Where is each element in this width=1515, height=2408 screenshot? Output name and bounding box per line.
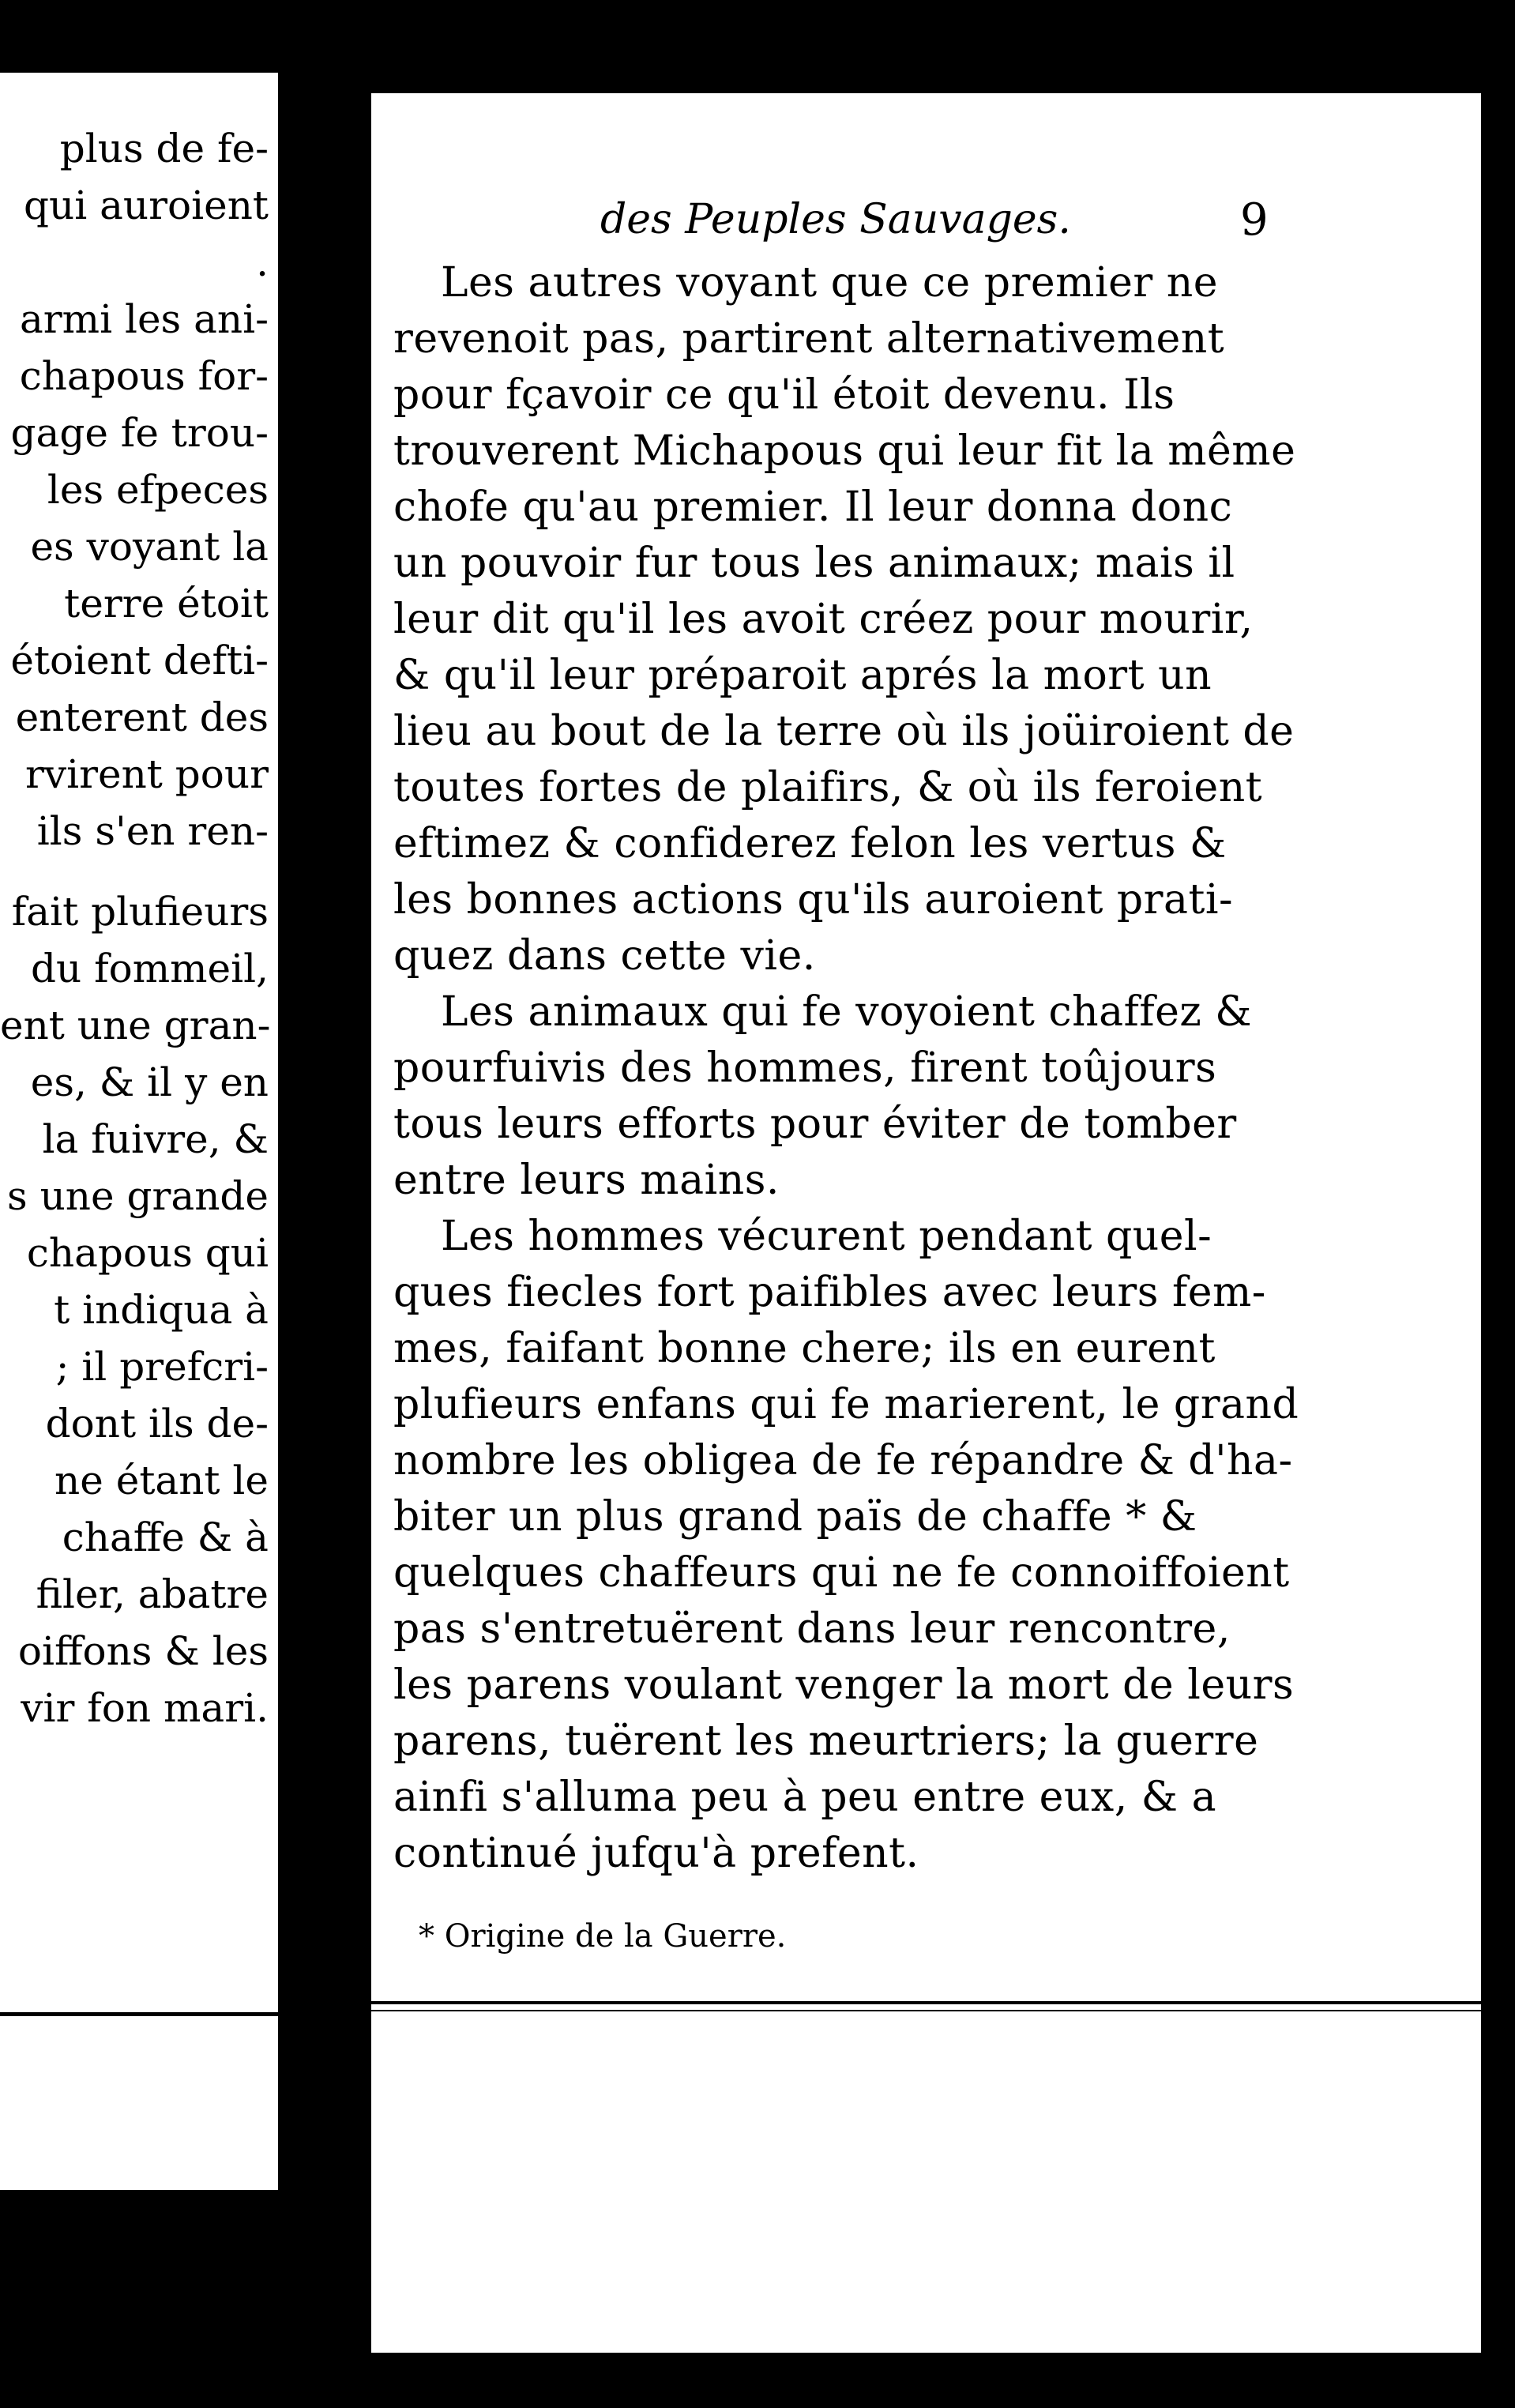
left-page-line: ent une gran- — [0, 1003, 271, 1048]
text-line: pas s'entretuërent dans leur rencontre, — [393, 1605, 1231, 1653]
left-page-rule — [0, 2012, 278, 2016]
left-page-line: s une grande — [7, 1173, 269, 1219]
left-page-line: ils s'en ren- — [36, 808, 269, 854]
paragraph — [393, 255, 1333, 984]
left-page-line: la fuivre, & — [42, 1116, 269, 1162]
body-text — [393, 255, 1333, 1882]
text-line: plufieurs enfans qui fe marierent, le grand — [393, 1381, 1299, 1428]
left-page-line: chaffe & à — [62, 1514, 269, 1560]
left-page-text — [0, 120, 278, 1736]
left-page-line: oiffons & les — [17, 1628, 269, 1674]
left-page — [0, 73, 278, 2190]
text-line: eftimez & confiderez felon les vertus & — [393, 820, 1227, 867]
text-line: mes, faifant bonne chere; ils en eurent — [393, 1325, 1216, 1372]
paragraph — [393, 984, 1333, 1209]
right-page — [371, 93, 1481, 2353]
footnote: * Origine de la Guerre. — [419, 1918, 787, 1955]
text-line: leur dit qu'il les avoit créez pour mourir, — [393, 596, 1254, 643]
text-line: parens, tuërent les meurtriers; la guerre — [393, 1718, 1259, 1765]
text-line: pourfuivis des hommes, firent toûjours — [393, 1044, 1217, 1092]
left-page-line: les efpeces — [47, 467, 269, 513]
text-line: les bonnes actions qu'ils auroient prati- — [393, 876, 1234, 924]
text-line: quez dans cette vie. — [393, 932, 816, 980]
text-line: lieu au bout de la terre où ils joüiroient de — [393, 708, 1295, 755]
text-line: ques fiecles fort paifibles avec leurs fem- — [393, 1269, 1266, 1316]
text-line: Les animaux qui fe voyoient chaffez & — [441, 988, 1253, 1036]
page-rule — [371, 2001, 1481, 2004]
text-line: ainfi s'alluma peu à peu entre eux, & a — [393, 1774, 1217, 1821]
left-page-line: chapous qui — [26, 1230, 269, 1276]
left-page-line: étoient defti- — [10, 638, 269, 683]
left-page-line: ne étant le — [55, 1458, 269, 1503]
text-line: revenoit pas, partirent alternativement — [393, 315, 1225, 363]
text-line: un pouvoir fur tous les animaux; mais il — [393, 540, 1235, 587]
book-gutter — [278, 0, 371, 2408]
text-line: trouverent Michapous qui leur fit la même — [393, 427, 1296, 475]
text-line: Les autres voyant que ce premier ne — [441, 259, 1219, 307]
left-page-line: armi les ani- — [19, 296, 269, 342]
page-number: 9 — [1240, 194, 1269, 246]
text-line: biter un plus grand païs de chaffe * & — [393, 1493, 1197, 1541]
running-head: des Peuples Sauvages. — [600, 196, 1071, 243]
text-line: les parens voulant venger la mort de leurs — [393, 1661, 1295, 1709]
left-page-line: . — [256, 239, 269, 285]
left-page-line: enterent des — [15, 694, 269, 740]
text-line: & qu'il leur préparoit aprés la mort un — [393, 652, 1212, 699]
page-rule-thin — [371, 2010, 1481, 2011]
left-page-line: t indiqua à — [54, 1287, 269, 1333]
text-line: continué jufqu'à prefent. — [393, 1830, 919, 1877]
left-page-line: dont ils de- — [45, 1401, 269, 1447]
left-page-line: terre étoit — [64, 581, 269, 626]
text-line: pour fçavoir ce qu'il étoit devenu. Ils — [393, 371, 1175, 419]
left-page-line: ; il prefcri- — [55, 1344, 269, 1390]
text-line: tous leurs efforts pour éviter de tomber — [393, 1101, 1237, 1148]
left-page-line: es, & il y en — [30, 1059, 269, 1105]
text-line: quelques chaffeurs qui ne fe connoiffoient — [393, 1549, 1290, 1597]
text-line: nombre les obligea de fe répandre & d'ha- — [393, 1437, 1293, 1484]
left-page-line: gage fe trou- — [10, 410, 269, 456]
left-page-line: qui auroient — [24, 182, 269, 228]
text-line: Les hommes vécurent pendant quel- — [441, 1213, 1212, 1260]
text-line: toutes fortes de plaifirs, & où ils feroient — [393, 764, 1263, 811]
left-page-line: rvirent pour — [24, 751, 269, 797]
left-page-line: plus de fe- — [59, 126, 269, 171]
left-page-line: vir fon mari. — [21, 1685, 269, 1731]
left-page-line: es voyant la — [30, 524, 269, 570]
left-page-line: chapous for- — [19, 353, 269, 399]
text-line: chofe qu'au premier. Il leur donna donc — [393, 483, 1233, 531]
left-page-line: du fommeil, — [30, 946, 269, 991]
text-line: entre leurs mains. — [393, 1157, 780, 1204]
left-page-line: filer, abatre — [36, 1571, 269, 1617]
paragraph — [393, 1209, 1333, 1882]
left-page-line: fait plufieurs — [11, 889, 269, 935]
